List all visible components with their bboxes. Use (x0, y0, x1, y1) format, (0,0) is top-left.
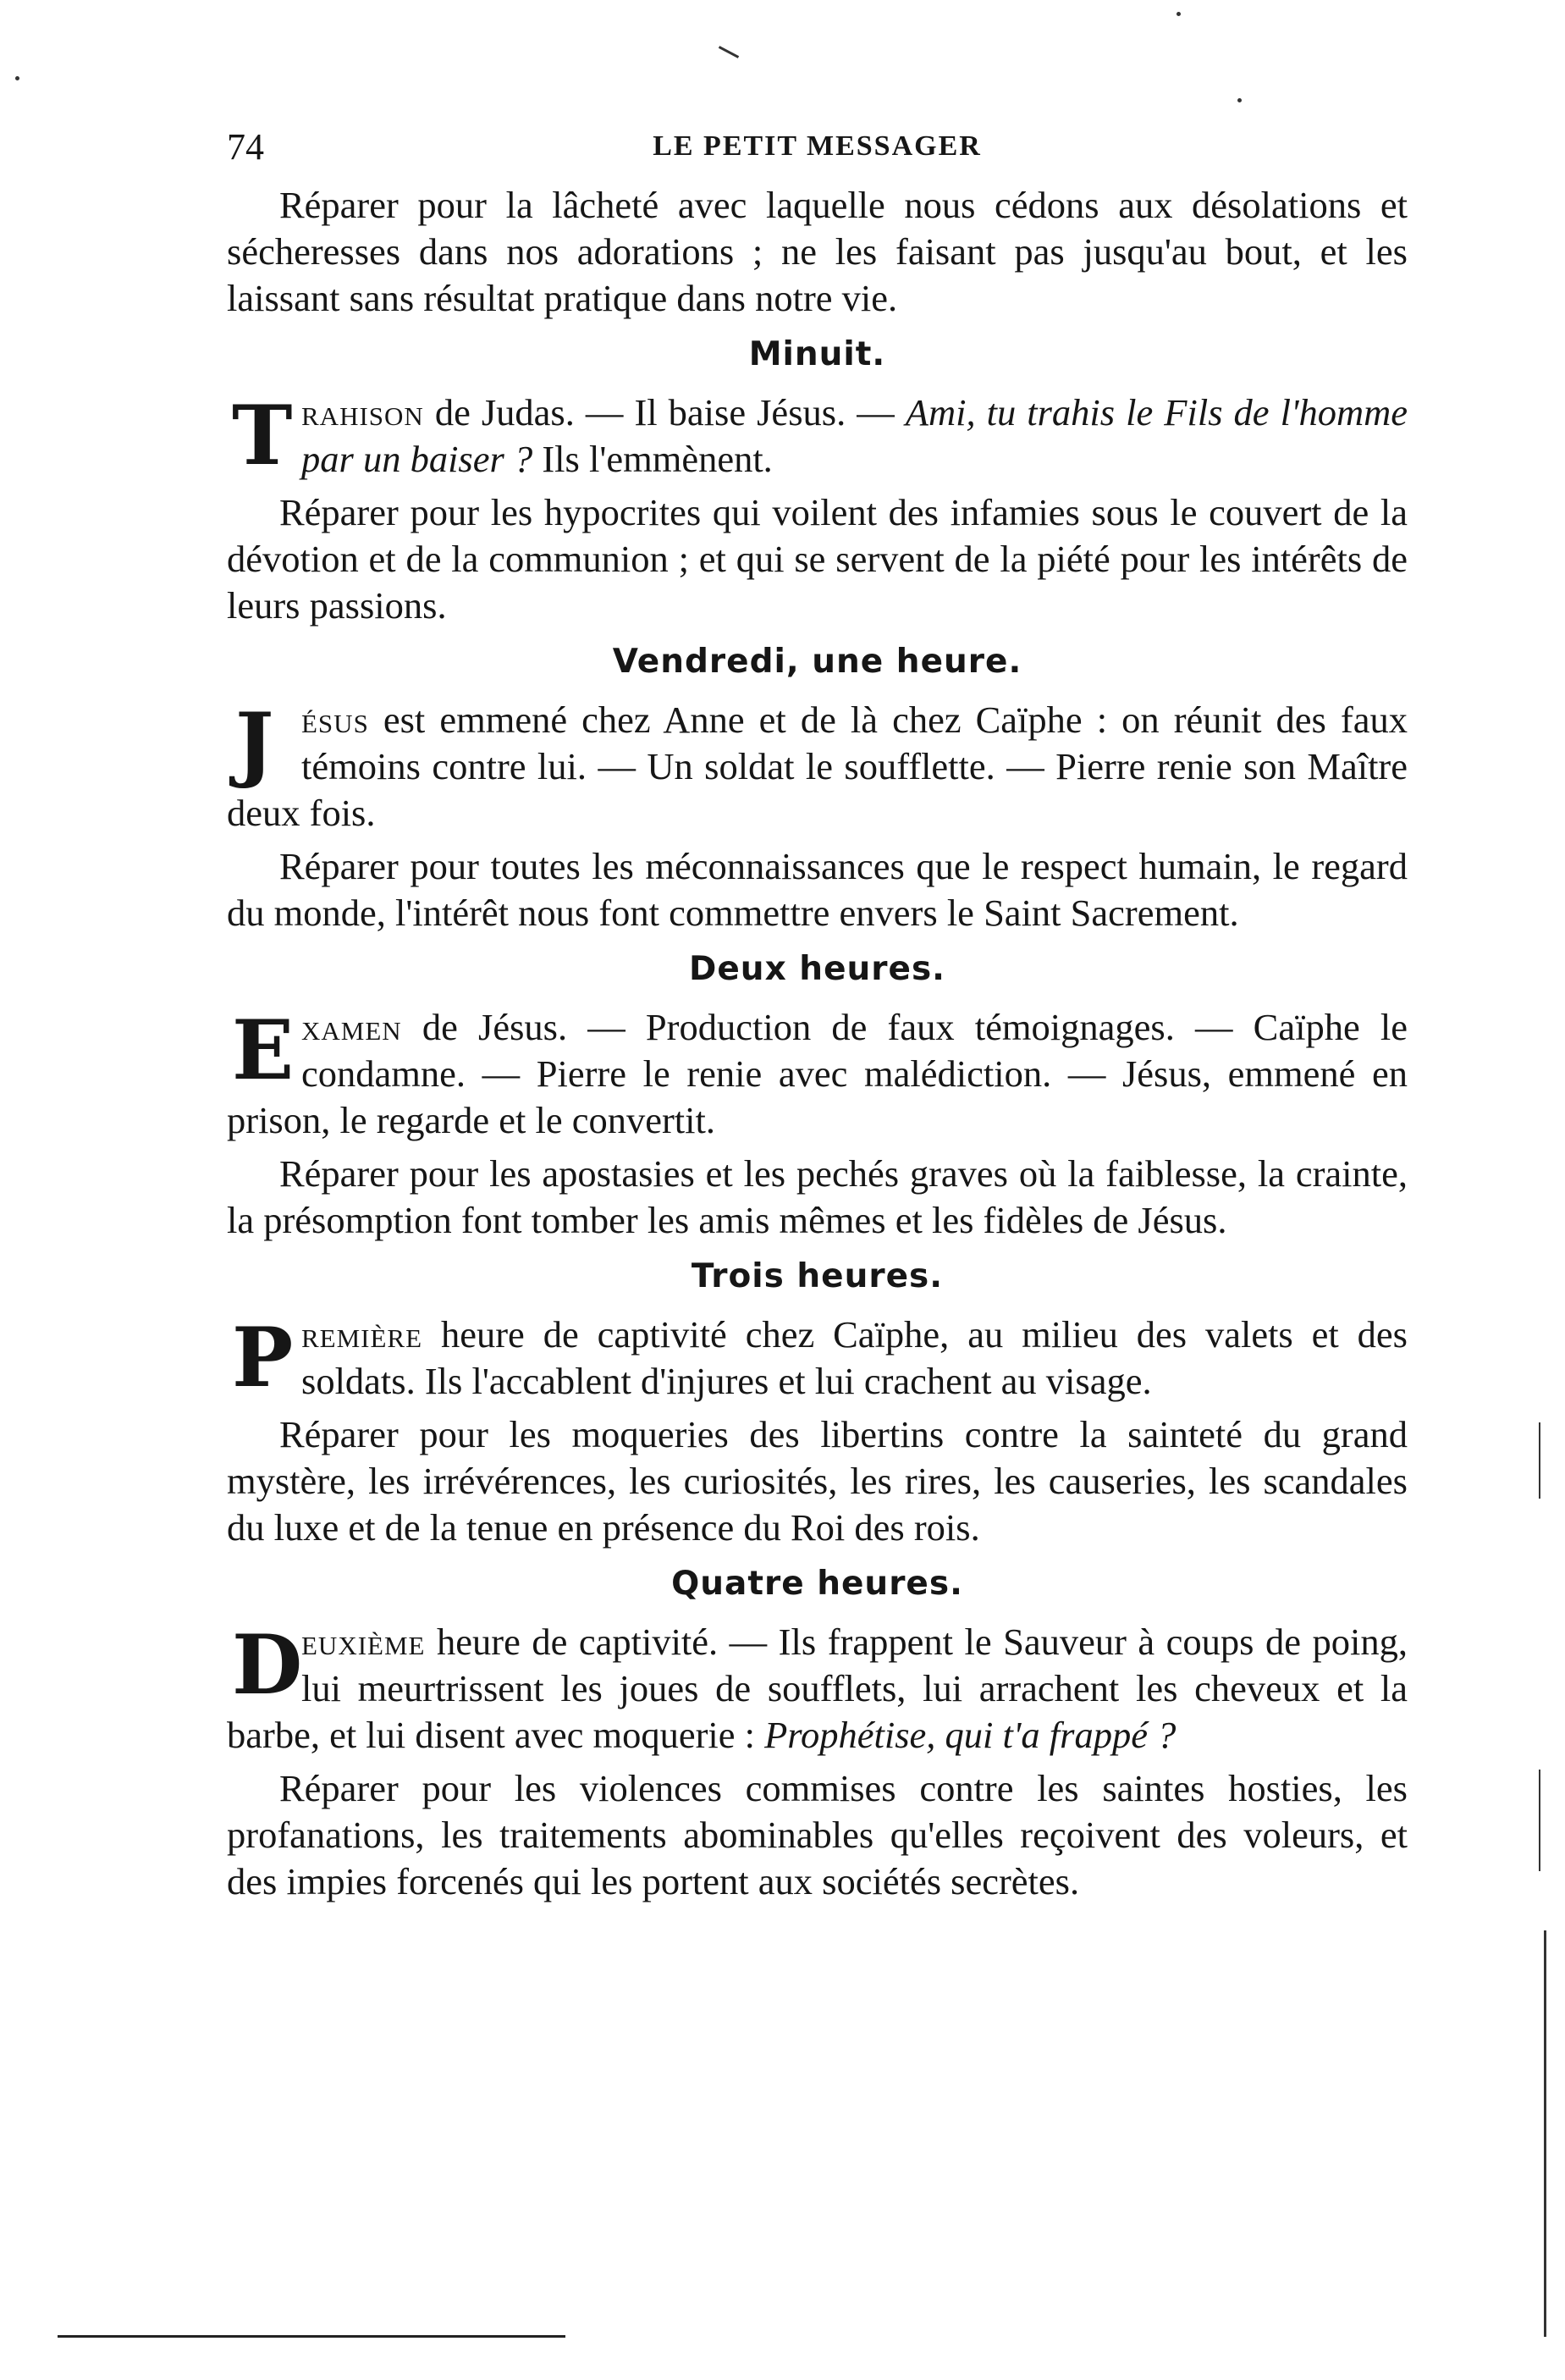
event-paragraph (227, 1311, 1408, 1405)
event-paragraph (227, 697, 1408, 837)
lead-italic: Prophétise, qui t'a frappé ? (764, 1714, 1177, 1756)
section-entry (227, 1311, 1408, 1405)
lead-text: de Jésus. — Production de faux témoignages. — Caïphe le condamne. — Pierre le renie avec malédiction. — Jésus, emmené en prison, le regarde et le convertit. (227, 1006, 1408, 1141)
lead-text: est emmené chez Anne et de là chez Caïphe : on réunit des faux témoins contre lui. — Un soldat le soufflette. — Pierre renie son Maître deux fois. (227, 699, 1408, 834)
event-paragraph (227, 1619, 1408, 1759)
section-heading: Trois heures. (691, 1257, 944, 1295)
scan-speck (15, 76, 19, 80)
lead-text: heure de captivité. — Ils frappent le Sauveur à coups de poing, lui meurtrissent les joues de soufflets, lui arrachent les cheveux et la barbe, et lui disent avec moquerie : (227, 1621, 1408, 1756)
reparation-paragraph: Réparer pour les apostasies et les pechés graves où la faiblesse, la crainte, la présomption font tomber les amis mêmes et les fidèles de Jésus. (227, 1152, 1408, 1241)
running-head: LE PETIT MESSAGER (653, 130, 982, 162)
section-heading: Vendredi, une heure. (612, 643, 1022, 681)
gothic-initial-D (227, 1617, 303, 1713)
section-entry (227, 697, 1408, 837)
margin-scan-line (1539, 1770, 1540, 1871)
margin-scan-line (1539, 1422, 1540, 1499)
gothic-initial-J (227, 695, 293, 791)
lead-text: de Judas. — Il baise Jésus. — (423, 391, 906, 433)
page-number: 74 (227, 126, 264, 168)
dropcap-letter: D (232, 1617, 303, 1713)
section-entry (227, 1619, 1408, 1759)
page-header (227, 125, 1408, 176)
scan-speck (1237, 98, 1242, 102)
dropcap-letter: T (232, 388, 293, 483)
gothic-initial-T (227, 388, 293, 483)
lead-smallcaps: ésus (301, 699, 369, 741)
margin-scan-line (1544, 1930, 1546, 2337)
lead-italic: Ami, tu trahis le Fils de l'homme par un baiser ? (301, 391, 1408, 480)
section-heading: Deux heures. (688, 950, 945, 988)
page-body (227, 182, 1408, 1905)
dropcap-letter: P (232, 1310, 294, 1405)
lead-smallcaps: remière (301, 1313, 423, 1356)
lead-text: heure de captivité chez Caïphe, au milieu des valets et des soldats. Ils l'accablent d'injures et lui crachent au visage. (301, 1313, 1408, 1402)
section-entry (227, 389, 1408, 483)
section-entry (227, 1004, 1408, 1144)
lead-smallcaps: xamen (301, 1006, 402, 1048)
reparation-paragraph: Réparer pour les violences commises contre les saintes hosties, les profanations, les traitements abominables qu'elles reçoivent des voleurs, et des impies forcenés qui les portent aux sociétés secrètes. (227, 1767, 1408, 1902)
section-heading: Quatre heures. (671, 1565, 963, 1603)
reparation-paragraph: Réparer pour les hypocrites qui voilent des infamies sous le couvert de la dévotion et de la communion ; et qui se servent de la piété pour les intérêts de leurs passions. (227, 491, 1408, 627)
gothic-initial-E (227, 1002, 295, 1098)
section-heading: Minuit. (748, 335, 886, 373)
scan-tick (719, 46, 739, 58)
event-paragraph (227, 1004, 1408, 1144)
scan-speck (1177, 12, 1181, 16)
lead-smallcaps: rahison (301, 391, 424, 433)
dropcap-letter: J (235, 695, 274, 791)
lead-tail: Ils l'emmènent. (532, 438, 773, 480)
footer-rule (58, 2335, 565, 2338)
dropcap-letter: E (232, 1002, 295, 1098)
intro-paragraph: Réparer pour la lâcheté avec laquelle nous cédons aux désolations et sécheresses dans nos adorations ; ne les faisant pas jusqu'au bout, et les laissant sans résultat pratique dans notre vie. (227, 184, 1408, 319)
event-paragraph (227, 389, 1408, 483)
reparation-paragraph: Réparer pour toutes les méconnaissances que le respect humain, le regard du monde, l'intérêt nous font commettre envers le Saint Sacrement. (227, 845, 1408, 934)
reparation-paragraph: Réparer pour les moqueries des libertins contre la sainteté du grand mystère, les irrévérences, les curiosités, les rires, les causeries, les scandales du luxe et de la tenue en présence du Roi des rois. (227, 1413, 1408, 1549)
gothic-initial-P (227, 1310, 294, 1405)
lead-smallcaps: euxième (301, 1621, 426, 1663)
